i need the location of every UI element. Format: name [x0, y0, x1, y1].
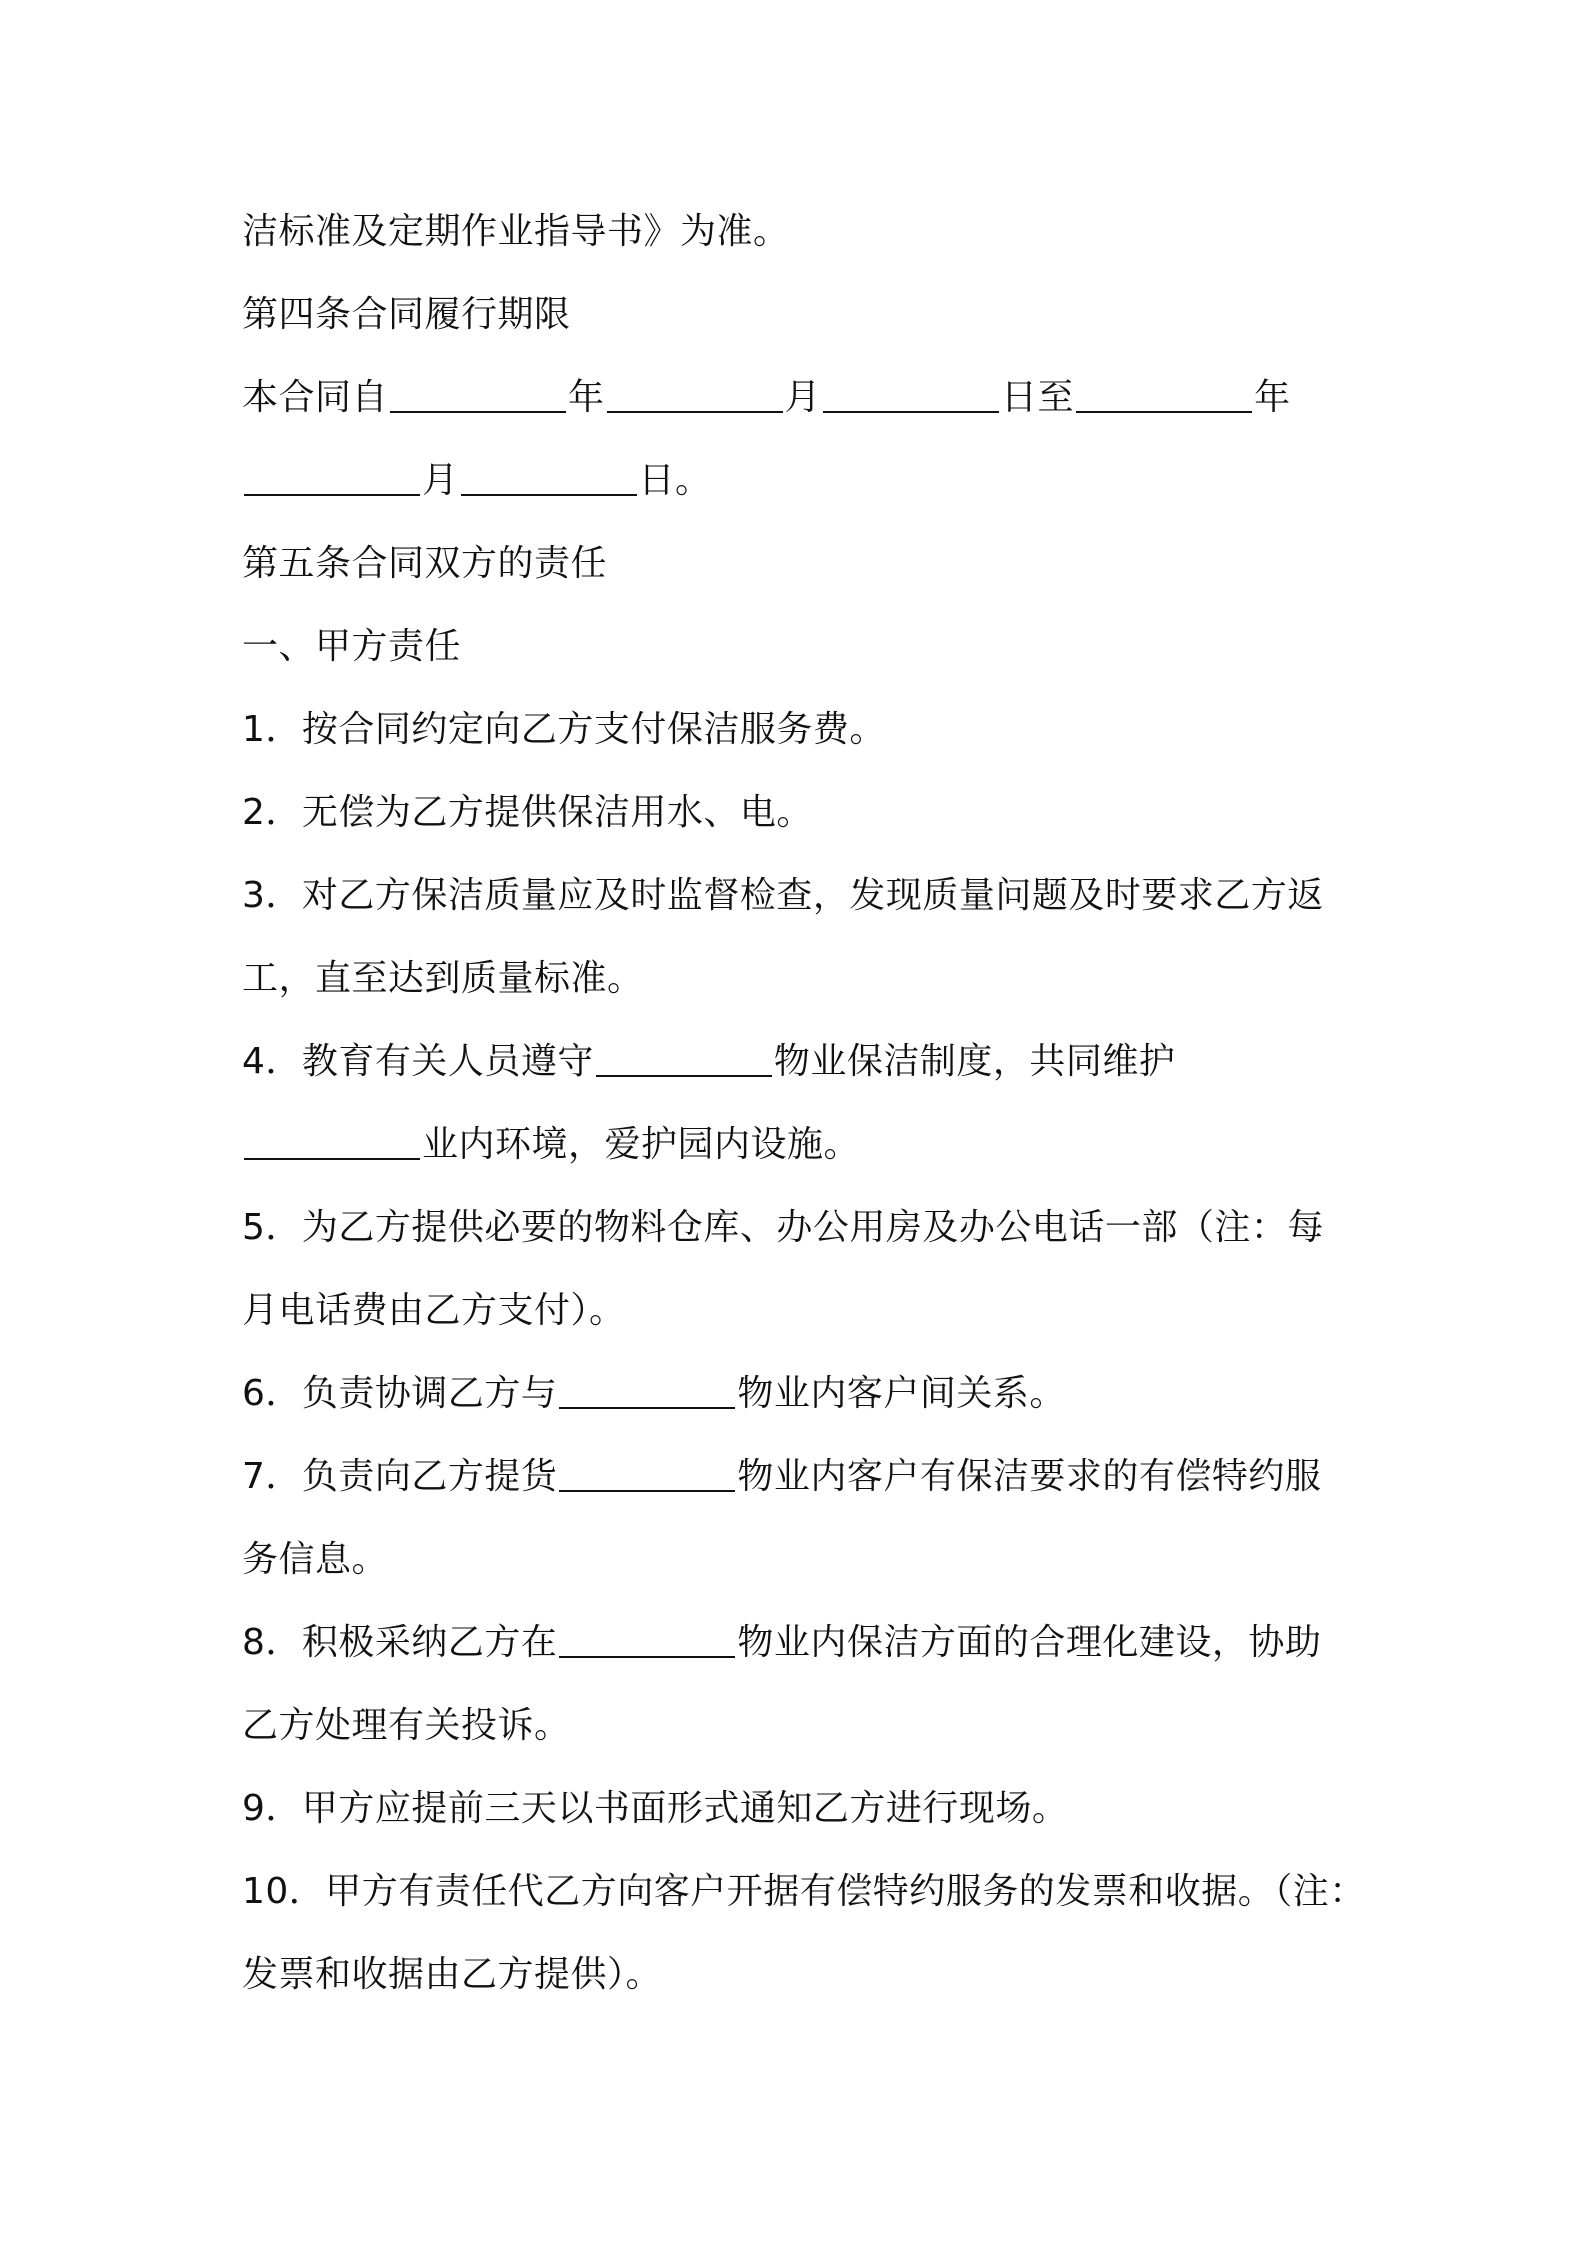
list-item: [242, 1767, 1362, 1850]
text-segment: 年: [1254, 377, 1291, 418]
list-item-continuation: [242, 1684, 1362, 1767]
text-segment: 日至: [1001, 377, 1075, 418]
text-segment: 年: [568, 377, 605, 418]
fill-in-blank: [1076, 381, 1252, 413]
text-segment: 月: [784, 377, 822, 418]
list-item-continuation: [242, 1103, 1362, 1186]
text-segment: 5．为乙方提供必要的物料仓库、办公用房及办公电话一部（注：每: [242, 1207, 1324, 1248]
list-item: [242, 1186, 1362, 1269]
list-item-continuation: [242, 1269, 1362, 1352]
section-heading: [242, 522, 1362, 605]
text-segment: 工，直至达到质量标准。: [242, 958, 644, 999]
list-item: [242, 1435, 1362, 1518]
list-item: [242, 771, 1362, 854]
fill-in-blank: [559, 1460, 735, 1492]
text-line: [242, 356, 1362, 439]
list-item: [242, 1020, 1362, 1103]
text-segment: 物业内客户间关系。: [737, 1373, 1066, 1414]
text-segment: 发票和收据由乙方提供）。: [242, 1954, 663, 1995]
text-segment: 第五条合同双方的责任: [242, 543, 608, 584]
text-segment: 2．无偿为乙方提供保洁用水、电。: [242, 792, 813, 833]
fill-in-blank: [461, 464, 637, 496]
contract-body: [242, 190, 1366, 2016]
text-segment: 4．教育有关人员遵守: [242, 1041, 594, 1082]
text-segment: 乙方处理有关投诉。: [242, 1705, 571, 1746]
fill-in-blank: [244, 1128, 420, 1160]
fill-in-blank: [390, 381, 566, 413]
text-line: [242, 439, 1362, 522]
text-segment: 业内环境，爱护园内设施。: [422, 1124, 861, 1165]
text-segment: 本合同自: [242, 377, 389, 418]
text-segment: 物业保洁制度，共同维护: [773, 1041, 1176, 1082]
text-segment: 物业内保洁方面的合理化建设，协助: [737, 1622, 1322, 1663]
text-segment: 第四条合同履行期限: [242, 294, 571, 335]
text-segment: 日。: [638, 460, 712, 501]
text-segment: 6．负责协调乙方与: [242, 1373, 558, 1414]
text-segment: 月: [422, 460, 459, 501]
section-heading: [242, 273, 1362, 356]
fill-in-blank: [823, 381, 999, 413]
fill-in-blank: [559, 1377, 735, 1409]
list-item-continuation: [242, 1518, 1362, 1601]
list-item: [242, 854, 1362, 937]
text-segment: 3．对乙方保洁质量应及时监督检查，发现质量问题及时要求乙方返: [242, 875, 1324, 916]
list-item: [242, 1850, 1366, 1933]
text-segment: 7．负责向乙方提货: [242, 1456, 558, 1497]
list-item: [242, 1601, 1362, 1684]
list-item: [242, 688, 1362, 771]
text-segment: 9．甲方应提前三天以书面形式通知乙方进行现场。: [242, 1788, 1069, 1829]
text-segment: 务信息。: [242, 1539, 389, 1580]
text-segment: 1．按合同约定向乙方支付保洁服务费。: [242, 709, 886, 750]
text-segment: 物业内客户有保洁要求的有偿特约服: [737, 1456, 1322, 1497]
text-segment: 洁标准及定期作业指导书》为准。: [242, 211, 790, 252]
text-segment: 月电话费由乙方支付）。: [242, 1290, 626, 1331]
text-line: [242, 190, 1362, 273]
text-segment: 一、甲方责任: [242, 626, 462, 667]
fill-in-blank: [607, 381, 783, 413]
text-segment: 10．甲方有责任代乙方向客户开据有偿特约服务的发票和收据。（注：: [242, 1871, 1366, 1912]
list-item-continuation: [242, 937, 1362, 1020]
text-segment: 8．积极采纳乙方在: [242, 1622, 558, 1663]
list-item: [242, 1352, 1362, 1435]
list-item-continuation: [242, 1933, 1362, 2016]
fill-in-blank: [244, 464, 420, 496]
fill-in-blank: [596, 1045, 772, 1077]
subsection-heading: [242, 605, 1362, 688]
fill-in-blank: [559, 1626, 735, 1658]
